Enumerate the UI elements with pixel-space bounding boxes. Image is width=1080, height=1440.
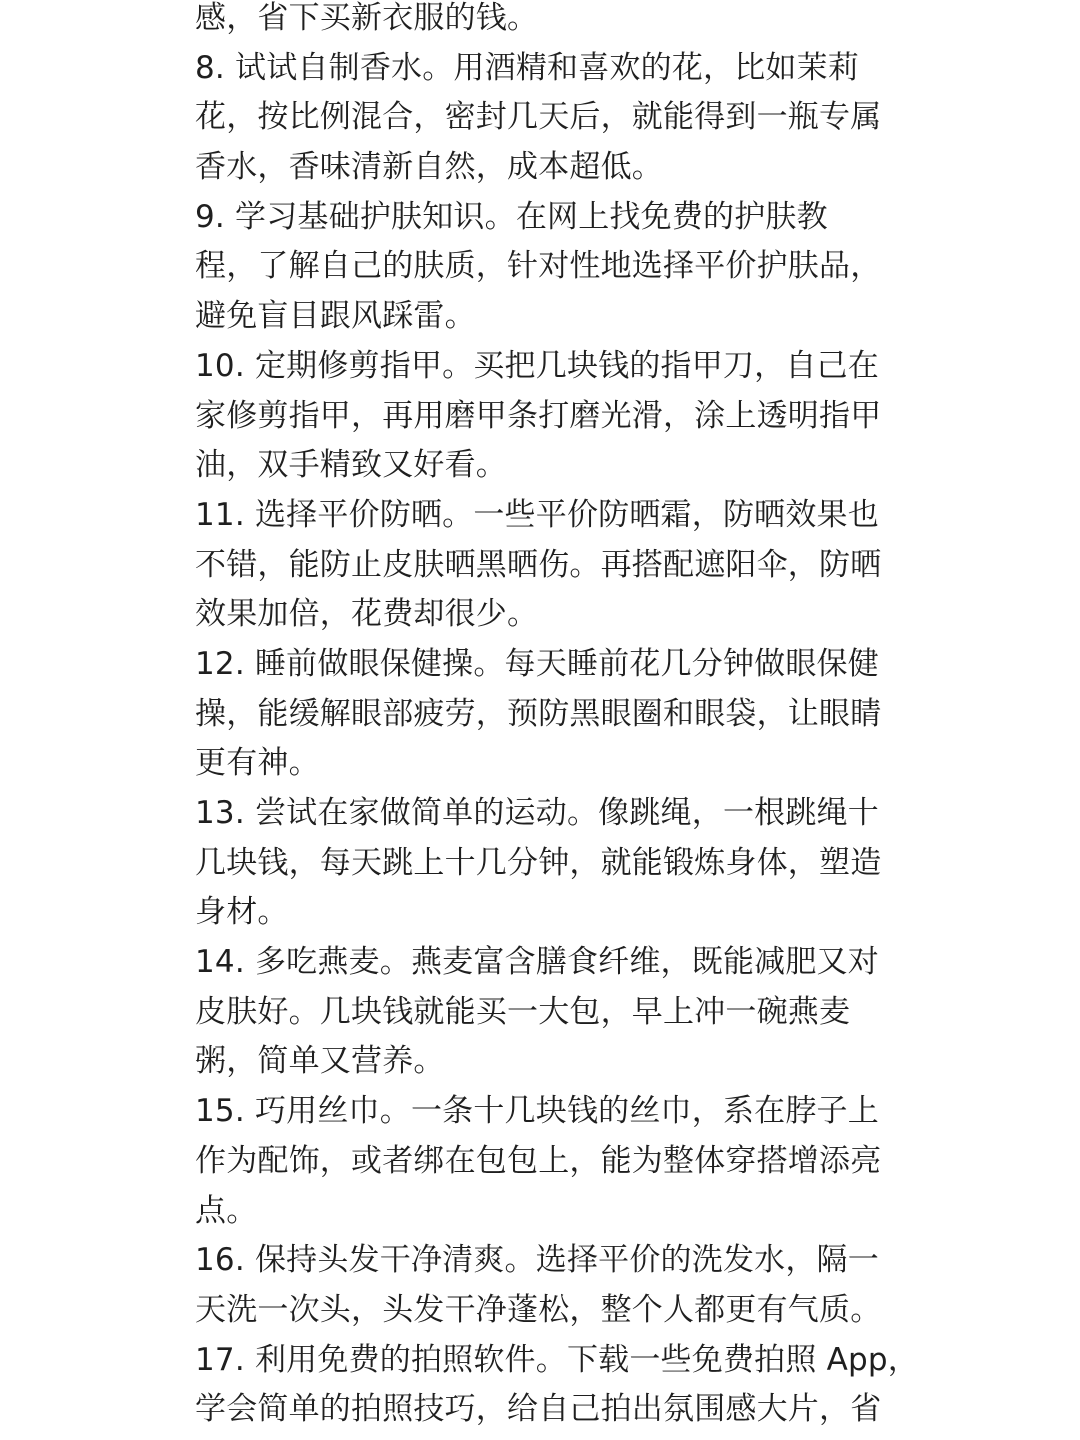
text-line: 14. 多吃燕麦。燕麦富含膳食纤维，既能减肥又对 bbox=[195, 944, 879, 981]
text-line: 感，省下买新衣服的钱。 bbox=[195, 0, 539, 36]
text-line: 15. 巧用丝巾。一条十几块钱的丝巾，系在脖子上 bbox=[195, 1093, 879, 1130]
text-line: 12. 睡前做眼保健操。每天睡前花几分钟做眼保健 bbox=[195, 645, 879, 682]
text-line: 家修剪指甲，再用磨甲条打磨光滑，涂上透明指甲 bbox=[195, 397, 882, 434]
text-line: 效果加倍，花费却很少。 bbox=[195, 596, 539, 633]
text-line: 17. 利用免费的拍照软件。下载一些免费拍照 App， bbox=[195, 1341, 919, 1378]
text-line: 16. 保持头发干净清爽。选择平价的洗发水，隔一 bbox=[195, 1242, 879, 1279]
text-line: 作为配饰，或者绑在包包上，能为整体穿搭增添亮 bbox=[195, 1142, 882, 1179]
text-line: 更有神。 bbox=[195, 745, 320, 782]
text-line: 天洗一次头，头发干净蓬松，整个人都更有气质。 bbox=[195, 1291, 882, 1328]
text-line: 身材。 bbox=[195, 894, 289, 931]
text-line: 8. 试试自制香水。用酒精和喜欢的花，比如茉莉 bbox=[195, 49, 860, 86]
text-line: 避免盲目跟风踩雷。 bbox=[195, 298, 476, 335]
tips-text-block bbox=[195, 0, 919, 1435]
text-line: 9. 学习基础护肤知识。在网上找免费的护肤教 bbox=[195, 198, 828, 235]
text-line: 粥，简单又营养。 bbox=[195, 1043, 445, 1080]
text-line: 操，能缓解眼部疲劳，预防黑眼圈和眼袋，让眼睛 bbox=[195, 695, 882, 732]
text-line: 点。 bbox=[195, 1192, 258, 1229]
text-line: 学会简单的拍照技巧，给自己拍出氛围感大片，省 bbox=[195, 1391, 882, 1428]
text-line: 几块钱，每天跳上十几分钟，就能锻炼身体，塑造 bbox=[195, 844, 882, 881]
text-line: 13. 尝试在家做简单的运动。像跳绳，一根跳绳十 bbox=[195, 795, 879, 831]
text-line: 10. 定期修剪指甲。买把几块钱的指甲刀，自己在 bbox=[195, 347, 879, 384]
text-line: 油，双手精致又好看。 bbox=[195, 447, 507, 484]
text-line: 花，按比例混合，密封几天后，就能得到一瓶专属 bbox=[195, 99, 882, 136]
text-line: 皮肤好。几块钱就能买一大包，早上冲一碗燕麦 bbox=[195, 993, 851, 1030]
text-line: 11. 选择平价防晒。一些平价防晒霜，防晒效果也 bbox=[195, 496, 879, 533]
text-line: 香水，香味清新自然，成本超低。 bbox=[195, 149, 663, 186]
text-line: 不错，能防止皮肤晒黑晒伤。再搭配遮阳伞，防晒 bbox=[195, 546, 882, 583]
text-line: 程，了解自己的肤质，针对性地选择平价护肤品， bbox=[195, 248, 882, 285]
